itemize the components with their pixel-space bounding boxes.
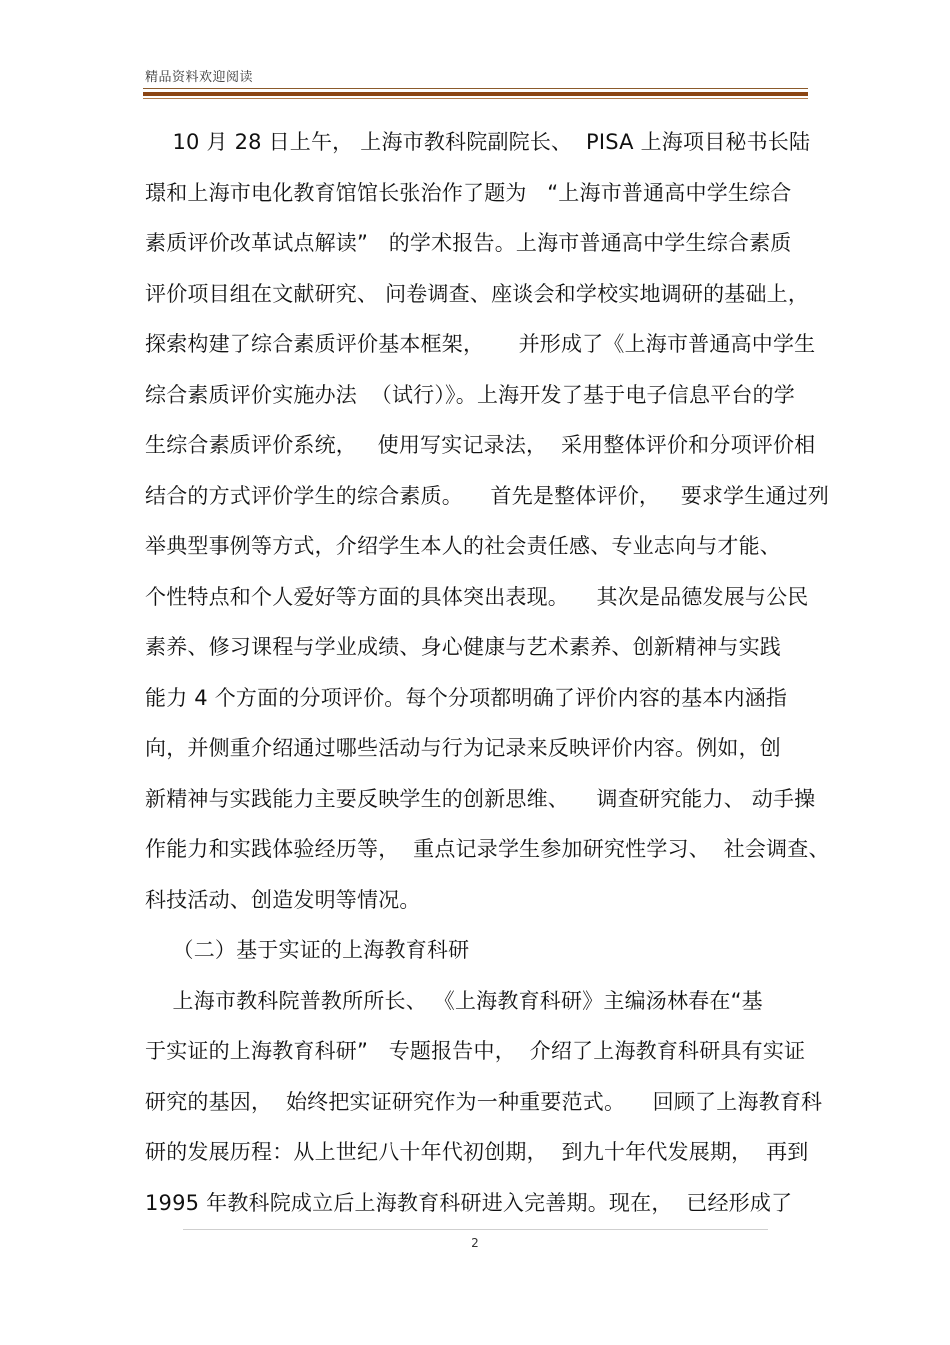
- body-line: 素质评价改革试点解读” 的学术报告。上海市普通高中学生综合素质: [145, 231, 792, 255]
- body-line: 评价项目组在文献研究、 问卷调查、座谈会和学校实地调研的基础上，: [145, 281, 810, 306]
- body-line: 素养、修习课程与学业成绩、身心健康与艺术素养、创新精神与实践: [145, 635, 781, 659]
- body-line: 科技活动、创造发明等情况。: [145, 887, 421, 912]
- body-line: 举典型事例等方式，介绍学生本人的社会责任感、专业志向与才能、: [145, 534, 781, 558]
- header-rule-bottom: [143, 98, 808, 99]
- body-line: 璟和上海市电化教育馆馆长张治作了题为 “上海市普通高中学生综合: [145, 180, 792, 205]
- body-line: 生综合素质评价系统， 使用写实记录法， 采用整体评价和分项评价相: [145, 433, 816, 457]
- header-rule-thin: [143, 88, 808, 89]
- body-line: 综合素质评价实施办法 （试行）》。上海开发了基于电子信息平台的学: [145, 382, 795, 407]
- body-line: 于实证的上海教育科研” 专题报告中， 介绍了上海教育科研具有实证: [145, 1039, 806, 1063]
- body-line: 研的发展历程：从上世纪八十年代初创期， 到九十年代发展期， 再到: [145, 1140, 809, 1164]
- page-header-title: 精品资料欢迎阅读: [145, 70, 254, 85]
- body-line: 作能力和实践体验经历等， 重点记录学生参加研究性学习、 社会调查、: [145, 837, 830, 861]
- body-line: 个性特点和个人爱好等方面的具体突出表现。 其次是品德发展与公民: [145, 584, 809, 609]
- header-rule-thick: [143, 92, 808, 96]
- body-line: 10 月 28 日上午， 上海市教科院副院长、 PISA 上海项目秘书长陆: [145, 130, 811, 154]
- section-heading: （二）基于实证的上海教育科研: [145, 938, 470, 962]
- body-line: 上海市教科院普教所所长、 《上海教育科研》主编汤林春在“基: [145, 988, 763, 1013]
- body-line: 结合的方式评价学生的综合素质。 首先是整体评价， 要求学生通过列: [145, 483, 830, 508]
- body-line: 新精神与实践能力主要反映学生的创新思维、 调查研究能力、 动手操: [145, 786, 816, 811]
- body-line: 向，并侧重介绍通过哪些活动与行为记录来反映评价内容。例如，创: [145, 736, 781, 760]
- footer-rule: [183, 1229, 768, 1230]
- page-number: 2: [471, 1236, 479, 1250]
- body-line: 能力 4 个方面的分项评价。每个分项都明确了评价内容的基本内涵指: [145, 685, 788, 710]
- body-line: 探索构建了综合素质评价基本框架， 并形成了《上海市普通高中学生: [145, 332, 816, 356]
- body-line: 研究的基因， 始终把实证研究作为一种重要范式。 回顾了上海教育科: [145, 1089, 823, 1114]
- body-line: 1995 年教科院成立后上海教育科研进入完善期。现在， 已经形成了: [145, 1190, 793, 1215]
- document-body: [145, 122, 830, 1233]
